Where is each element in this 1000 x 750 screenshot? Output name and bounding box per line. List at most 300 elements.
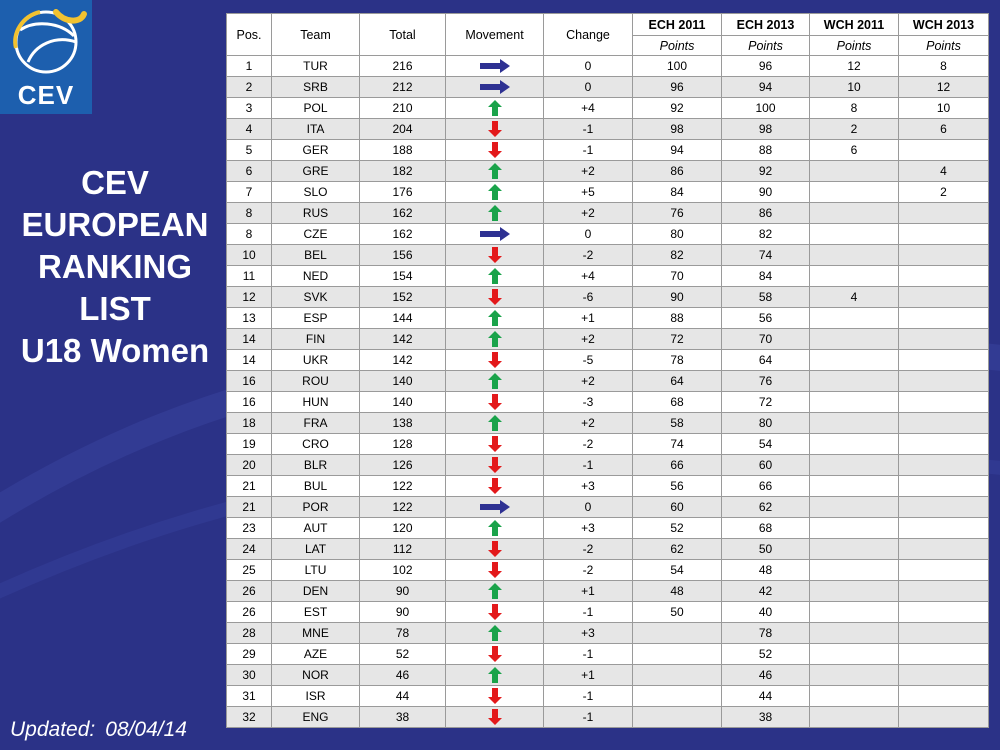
cell-wch-2013 (899, 539, 989, 560)
volleyball-logo-icon (0, 0, 92, 80)
cell-movement (446, 140, 544, 161)
cell-wch-2013 (899, 266, 989, 287)
cell-change: -1 (544, 602, 633, 623)
cell-pos: 10 (227, 245, 272, 266)
cell-total: 182 (360, 161, 446, 182)
cell-movement (446, 182, 544, 203)
cell-wch-2011 (810, 434, 899, 455)
cell-wch-2011 (810, 644, 899, 665)
subheader-points: Points (899, 36, 989, 56)
cell-ech-2013: 40 (722, 602, 810, 623)
cell-team: BLR (272, 455, 360, 476)
arrow-up-icon (488, 268, 502, 284)
cell-total: 122 (360, 497, 446, 518)
cell-pos: 13 (227, 308, 272, 329)
cell-ech-2011 (633, 686, 722, 707)
cell-change: -1 (544, 455, 633, 476)
cell-pos: 14 (227, 350, 272, 371)
cell-ech-2013: 68 (722, 518, 810, 539)
cell-team: MNE (272, 623, 360, 644)
ranking-table-body (227, 56, 989, 728)
cell-ech-2013: 86 (722, 203, 810, 224)
arrow-up-icon (488, 331, 502, 347)
cell-ech-2011: 98 (633, 119, 722, 140)
cell-ech-2011: 48 (633, 581, 722, 602)
cell-pos: 16 (227, 371, 272, 392)
cell-team: POR (272, 497, 360, 518)
cell-movement (446, 434, 544, 455)
cell-pos: 8 (227, 224, 272, 245)
cell-ech-2011: 56 (633, 476, 722, 497)
cell-wch-2013: 8 (899, 56, 989, 77)
cell-team: FRA (272, 413, 360, 434)
arrow-right-icon (480, 500, 510, 514)
cell-ech-2011: 72 (633, 329, 722, 350)
cell-team: LTU (272, 560, 360, 581)
cell-total: 142 (360, 329, 446, 350)
cell-wch-2011 (810, 308, 899, 329)
cell-wch-2011: 2 (810, 119, 899, 140)
cell-total: 128 (360, 434, 446, 455)
cell-change: -1 (544, 644, 633, 665)
cell-wch-2011 (810, 224, 899, 245)
title-line: CEV (81, 164, 149, 201)
arrow-down-icon (488, 709, 502, 725)
cell-team: SVK (272, 287, 360, 308)
cell-pos: 31 (227, 686, 272, 707)
cell-movement (446, 329, 544, 350)
cell-total: 204 (360, 119, 446, 140)
cell-change: -3 (544, 392, 633, 413)
cell-ech-2011: 76 (633, 203, 722, 224)
cell-movement (446, 707, 544, 728)
cell-ech-2011: 52 (633, 518, 722, 539)
arrow-down-icon (488, 394, 502, 410)
cell-pos: 8 (227, 203, 272, 224)
logo-text: CEV (17, 80, 75, 110)
cell-team: ISR (272, 686, 360, 707)
cell-wch-2013 (899, 686, 989, 707)
cell-ech-2011: 80 (633, 224, 722, 245)
cell-wch-2013 (899, 665, 989, 686)
cell-ech-2013: 96 (722, 56, 810, 77)
cell-team: POL (272, 98, 360, 119)
cell-movement (446, 455, 544, 476)
cell-movement (446, 518, 544, 539)
cell-change: 0 (544, 77, 633, 98)
cell-pos: 6 (227, 161, 272, 182)
cell-ech-2011: 62 (633, 539, 722, 560)
cell-ech-2013: 92 (722, 161, 810, 182)
cell-wch-2011 (810, 182, 899, 203)
cell-movement (446, 371, 544, 392)
cell-wch-2011 (810, 203, 899, 224)
cell-ech-2011: 84 (633, 182, 722, 203)
cell-movement (446, 203, 544, 224)
cell-wch-2011: 12 (810, 56, 899, 77)
cell-ech-2013: 98 (722, 119, 810, 140)
cell-total: 162 (360, 224, 446, 245)
cell-ech-2013: 58 (722, 287, 810, 308)
cell-movement (446, 665, 544, 686)
cell-total: 44 (360, 686, 446, 707)
cell-change: +1 (544, 665, 633, 686)
arrow-down-icon (488, 121, 502, 137)
cell-ech-2013: 46 (722, 665, 810, 686)
cell-ech-2013: 56 (722, 308, 810, 329)
col-header-ech-2013: ECH 2013 (722, 14, 810, 36)
cell-pos: 4 (227, 119, 272, 140)
cell-total: 144 (360, 308, 446, 329)
cell-change: +2 (544, 161, 633, 182)
cell-wch-2011 (810, 245, 899, 266)
cell-ech-2011: 60 (633, 497, 722, 518)
cell-change: -2 (544, 245, 633, 266)
table-row (227, 329, 989, 350)
cell-ech-2011: 78 (633, 350, 722, 371)
cell-ech-2011 (633, 665, 722, 686)
cell-wch-2013 (899, 581, 989, 602)
cell-change: 0 (544, 224, 633, 245)
updated-date: 08/04/14 (105, 718, 187, 741)
cell-change: -1 (544, 119, 633, 140)
cell-ech-2011: 86 (633, 161, 722, 182)
cell-ech-2013: 76 (722, 371, 810, 392)
cell-total: 90 (360, 602, 446, 623)
arrow-down-icon (488, 562, 502, 578)
cell-pos: 23 (227, 518, 272, 539)
arrow-down-icon (488, 247, 502, 263)
cell-wch-2011 (810, 161, 899, 182)
cell-wch-2011: 8 (810, 98, 899, 119)
arrow-up-icon (488, 583, 502, 599)
cell-wch-2013 (899, 392, 989, 413)
title-line: RANKING (38, 248, 192, 285)
cell-change: -2 (544, 434, 633, 455)
cell-team: RUS (272, 203, 360, 224)
cell-wch-2013: 10 (899, 98, 989, 119)
cell-ech-2011: 96 (633, 77, 722, 98)
cell-movement (446, 161, 544, 182)
cell-ech-2011: 70 (633, 266, 722, 287)
cell-wch-2011 (810, 539, 899, 560)
cell-change: -2 (544, 539, 633, 560)
arrow-up-icon (488, 163, 502, 179)
table-row (227, 245, 989, 266)
cell-wch-2011 (810, 560, 899, 581)
cell-team: ENG (272, 707, 360, 728)
table-row (227, 602, 989, 623)
cell-wch-2011 (810, 455, 899, 476)
table-row (227, 371, 989, 392)
table-row (227, 707, 989, 728)
cell-ech-2011: 68 (633, 392, 722, 413)
arrow-up-icon (488, 415, 502, 431)
cell-ech-2011: 90 (633, 287, 722, 308)
cell-ech-2011: 66 (633, 455, 722, 476)
cell-team: SLO (272, 182, 360, 203)
cell-ech-2011: 74 (633, 434, 722, 455)
cell-total: 126 (360, 455, 446, 476)
table-row (227, 497, 989, 518)
cell-ech-2013: 66 (722, 476, 810, 497)
cell-total: 176 (360, 182, 446, 203)
title-line: LIST (79, 290, 151, 327)
cell-pos: 20 (227, 455, 272, 476)
cell-total: 120 (360, 518, 446, 539)
cell-team: AUT (272, 518, 360, 539)
arrow-right-icon (480, 80, 510, 94)
cell-pos: 2 (227, 77, 272, 98)
cell-ech-2013: 64 (722, 350, 810, 371)
cell-change: +2 (544, 413, 633, 434)
cell-movement (446, 602, 544, 623)
cell-total: 90 (360, 581, 446, 602)
table-row (227, 119, 989, 140)
title-line: EUROPEAN (21, 206, 209, 243)
cell-ech-2011 (633, 623, 722, 644)
cell-ech-2013: 54 (722, 434, 810, 455)
cell-wch-2011 (810, 686, 899, 707)
cell-total: 188 (360, 140, 446, 161)
ranking-table-panel (226, 13, 988, 727)
cell-team: UKR (272, 350, 360, 371)
cell-wch-2013 (899, 224, 989, 245)
arrow-down-icon (488, 688, 502, 704)
cell-wch-2013 (899, 455, 989, 476)
cell-wch-2011 (810, 392, 899, 413)
arrow-down-icon (488, 646, 502, 662)
cell-wch-2013 (899, 644, 989, 665)
cell-team: ITA (272, 119, 360, 140)
cell-ech-2011 (633, 707, 722, 728)
cell-ech-2013: 82 (722, 224, 810, 245)
cell-team: DEN (272, 581, 360, 602)
cell-ech-2013: 74 (722, 245, 810, 266)
table-row (227, 308, 989, 329)
table-row (227, 266, 989, 287)
cell-wch-2013 (899, 287, 989, 308)
subheader-points: Points (810, 36, 899, 56)
table-row (227, 623, 989, 644)
table-row (227, 98, 989, 119)
cell-movement (446, 686, 544, 707)
cell-change: +5 (544, 182, 633, 203)
cell-movement (446, 413, 544, 434)
cell-ech-2011: 100 (633, 56, 722, 77)
cell-total: 162 (360, 203, 446, 224)
cell-pos: 7 (227, 182, 272, 203)
cell-wch-2011 (810, 329, 899, 350)
cell-team: BUL (272, 476, 360, 497)
cell-ech-2013: 62 (722, 497, 810, 518)
cell-team: BEL (272, 245, 360, 266)
cell-ech-2013: 90 (722, 182, 810, 203)
arrow-up-icon (488, 373, 502, 389)
cell-change: +3 (544, 623, 633, 644)
cell-movement (446, 539, 544, 560)
cell-movement (446, 560, 544, 581)
arrow-up-icon (488, 310, 502, 326)
cell-total: 138 (360, 413, 446, 434)
cell-pos: 26 (227, 602, 272, 623)
cell-change: +1 (544, 308, 633, 329)
table-row (227, 644, 989, 665)
cell-team: NOR (272, 665, 360, 686)
cell-total: 216 (360, 56, 446, 77)
cell-team: ROU (272, 371, 360, 392)
cell-team: TUR (272, 56, 360, 77)
cell-movement (446, 77, 544, 98)
cell-wch-2013: 12 (899, 77, 989, 98)
cell-ech-2013: 52 (722, 644, 810, 665)
cell-change: 0 (544, 497, 633, 518)
arrow-up-icon (488, 667, 502, 683)
cell-pos: 29 (227, 644, 272, 665)
table-row (227, 455, 989, 476)
cell-ech-2013: 80 (722, 413, 810, 434)
cell-change: +4 (544, 98, 633, 119)
cell-wch-2011 (810, 581, 899, 602)
table-row (227, 203, 989, 224)
arrow-up-icon (488, 205, 502, 221)
cell-total: 46 (360, 665, 446, 686)
cell-total: 38 (360, 707, 446, 728)
cell-change: 0 (544, 56, 633, 77)
cell-pos: 28 (227, 623, 272, 644)
cell-wch-2013 (899, 707, 989, 728)
arrow-down-icon (488, 604, 502, 620)
cell-ech-2013: 72 (722, 392, 810, 413)
arrow-up-icon (488, 100, 502, 116)
cell-ech-2011: 50 (633, 602, 722, 623)
table-row (227, 56, 989, 77)
table-row (227, 224, 989, 245)
table-row (227, 350, 989, 371)
cell-ech-2011: 88 (633, 308, 722, 329)
cell-total: 154 (360, 266, 446, 287)
cell-change: +2 (544, 371, 633, 392)
arrow-down-icon (488, 436, 502, 452)
cell-wch-2011 (810, 371, 899, 392)
cell-movement (446, 623, 544, 644)
arrow-down-icon (488, 457, 502, 473)
col-header-pos: Pos. (227, 14, 272, 56)
arrow-down-icon (488, 289, 502, 305)
cell-movement (446, 287, 544, 308)
cell-wch-2013 (899, 476, 989, 497)
table-row (227, 560, 989, 581)
cell-change: -5 (544, 350, 633, 371)
cell-change: +2 (544, 203, 633, 224)
cell-wch-2011 (810, 707, 899, 728)
cell-wch-2013 (899, 497, 989, 518)
cell-pos: 21 (227, 476, 272, 497)
cell-ech-2013: 100 (722, 98, 810, 119)
table-row (227, 161, 989, 182)
table-row (227, 686, 989, 707)
updated-label: Updated: (10, 718, 96, 741)
ranking-table (226, 13, 989, 728)
cell-wch-2011 (810, 623, 899, 644)
arrow-right-icon (480, 227, 510, 241)
cell-pos: 16 (227, 392, 272, 413)
arrow-right-icon (480, 59, 510, 73)
cell-wch-2011 (810, 476, 899, 497)
cell-ech-2013: 94 (722, 77, 810, 98)
cell-pos: 32 (227, 707, 272, 728)
cell-team: EST (272, 602, 360, 623)
cell-wch-2013: 4 (899, 161, 989, 182)
cell-movement (446, 581, 544, 602)
cell-pos: 3 (227, 98, 272, 119)
cell-movement (446, 245, 544, 266)
cell-wch-2013 (899, 371, 989, 392)
cell-ech-2013: 38 (722, 707, 810, 728)
table-row (227, 518, 989, 539)
cell-pos: 19 (227, 434, 272, 455)
cell-pos: 26 (227, 581, 272, 602)
col-header-ech-2011: ECH 2011 (633, 14, 722, 36)
cell-pos: 1 (227, 56, 272, 77)
cell-ech-2013: 48 (722, 560, 810, 581)
cev-logo (0, 0, 92, 114)
cell-ech-2013: 88 (722, 140, 810, 161)
cell-pos: 14 (227, 329, 272, 350)
cell-pos: 18 (227, 413, 272, 434)
cell-movement (446, 98, 544, 119)
cell-movement (446, 392, 544, 413)
cell-change: +3 (544, 518, 633, 539)
cell-change: -2 (544, 560, 633, 581)
cell-total: 102 (360, 560, 446, 581)
cell-change: +1 (544, 581, 633, 602)
cell-total: 112 (360, 539, 446, 560)
cell-wch-2011 (810, 602, 899, 623)
arrow-up-icon (488, 625, 502, 641)
table-row (227, 539, 989, 560)
cell-wch-2013 (899, 329, 989, 350)
page-title (10, 162, 220, 372)
table-row (227, 476, 989, 497)
arrow-down-icon (488, 478, 502, 494)
title-line: U18 Women (20, 332, 210, 369)
cell-ech-2013: 78 (722, 623, 810, 644)
cell-ech-2013: 84 (722, 266, 810, 287)
cell-team: NED (272, 266, 360, 287)
cell-total: 52 (360, 644, 446, 665)
cell-wch-2013: 2 (899, 182, 989, 203)
cell-ech-2011: 54 (633, 560, 722, 581)
cell-ech-2011 (633, 644, 722, 665)
arrow-up-icon (488, 520, 502, 536)
table-row (227, 77, 989, 98)
cell-ech-2011: 64 (633, 371, 722, 392)
col-header-total: Total (360, 14, 446, 56)
col-header-wch-2013: WCH 2013 (899, 14, 989, 36)
cell-team: CRO (272, 434, 360, 455)
cell-team: SRB (272, 77, 360, 98)
cell-total: 140 (360, 371, 446, 392)
table-row (227, 665, 989, 686)
arrow-down-icon (488, 142, 502, 158)
subheader-points: Points (722, 36, 810, 56)
cell-ech-2013: 60 (722, 455, 810, 476)
col-header-movement: Movement (446, 14, 544, 56)
cell-ech-2011: 92 (633, 98, 722, 119)
table-row (227, 287, 989, 308)
cell-pos: 30 (227, 665, 272, 686)
